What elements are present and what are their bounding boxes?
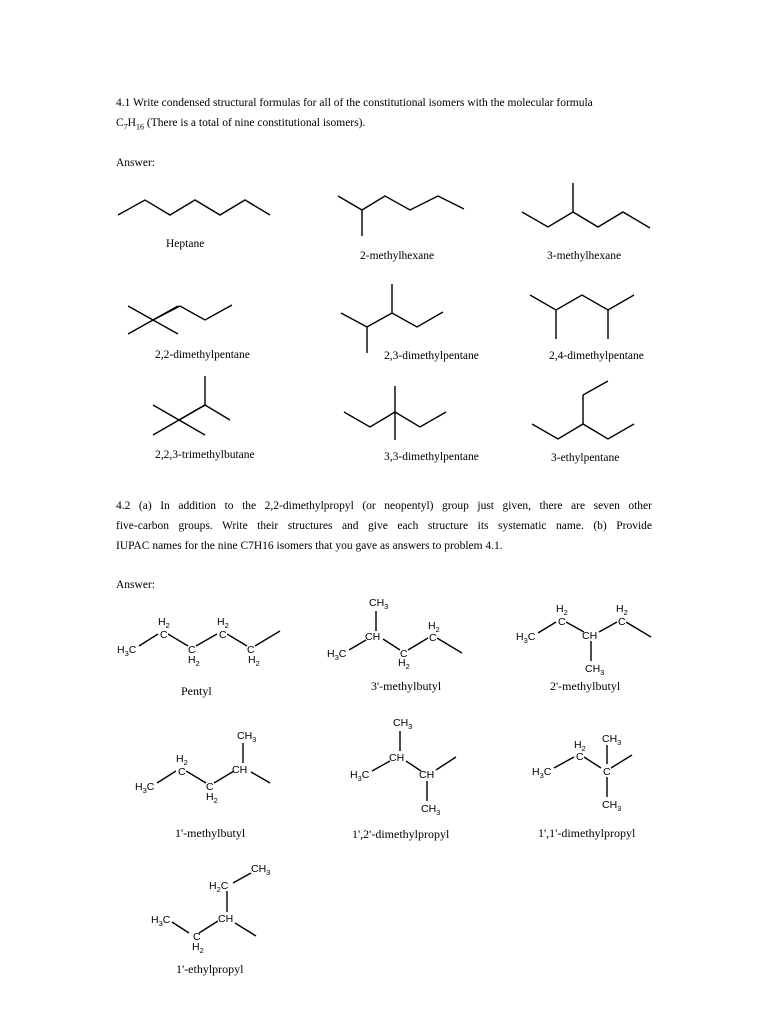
svg-text:C: C bbox=[558, 616, 566, 628]
svg-text:H2: $H_2$ bbox=[158, 616, 170, 630]
isomer-label-24-dimethylpentane: 2,4-dimethylpentane bbox=[549, 350, 644, 362]
q42-text-line3: IUPAC names for the nine C7H16 isomers that you gave as answers to problem 4.1. bbox=[116, 540, 503, 552]
svg-text:C: C bbox=[219, 629, 227, 641]
q41-text-line1: 4.1 Write condensed structural formulas for all of the constitutional isomers with the molecular formula bbox=[116, 97, 593, 109]
svg-text:H2: $H_2$ bbox=[217, 616, 229, 630]
12-dimethylpropyl-structure bbox=[350, 717, 456, 817]
1-methylbutyl-structure bbox=[135, 730, 270, 805]
svg-text:CH3: $CH_3$ bbox=[602, 733, 622, 747]
svg-text:CH3: $CH_3$ bbox=[585, 663, 605, 677]
isomer-label-33-dimethylpentane: 3,3-dimethylpentane bbox=[384, 451, 479, 463]
svg-text:H3C: $H_3C$ bbox=[151, 914, 171, 928]
svg-text:CH3: $CH_3$ bbox=[393, 717, 413, 731]
q41-answer-label: Answer: bbox=[116, 157, 155, 169]
group-label-3-methylbutyl: 3'-methylbutyl bbox=[371, 679, 442, 693]
svg-text:C: C bbox=[188, 644, 196, 656]
11-dimethylpropyl-structure bbox=[532, 733, 632, 813]
svg-text:C: C bbox=[400, 648, 408, 660]
svg-text:C: C bbox=[576, 751, 584, 763]
svg-text:H3C: $H_3C$ bbox=[117, 644, 137, 658]
isomer-label-223-trimethylbutane: 2,2,3-trimethylbutane bbox=[155, 449, 255, 461]
svg-text:H2: $H_2$ bbox=[398, 657, 410, 671]
isomer-label-23-dimethylpentane: 2,3-dimethylpentane bbox=[384, 350, 479, 362]
group-label-2-methylbutyl: 2'-methylbutyl bbox=[550, 679, 621, 693]
svg-text:CH3: $CH_3$ bbox=[602, 799, 622, 813]
svg-text:CH: CH bbox=[419, 769, 435, 781]
svg-text:H2: $H_2$ bbox=[428, 620, 440, 634]
svg-text:CH: CH bbox=[389, 752, 405, 764]
svg-text:CH3: $CH_3$ bbox=[237, 730, 257, 744]
svg-text:CH3: $CH_3$ bbox=[369, 597, 389, 611]
q42-text-line2: five-carbon groups. Write their structures and give each structure its systematic name. (b) Provide bbox=[116, 520, 652, 532]
q42-answer-label: Answer: bbox=[116, 579, 155, 591]
svg-text:CH: CH bbox=[365, 631, 381, 643]
isomer-label-heptane: Heptane bbox=[166, 238, 205, 250]
svg-text:CH: CH bbox=[582, 630, 598, 642]
svg-text:H2C: $H_2C$ bbox=[209, 880, 229, 894]
svg-text:H2: $H_2$ bbox=[192, 941, 204, 955]
svg-text:H3C: $H_3C$ bbox=[532, 766, 552, 780]
group-label-11-dimethylpropyl: 1',1'-dimethylpropyl bbox=[538, 826, 636, 840]
q42-text-line1: 4.2 (a) In addition to the 2,2-dimethylpropyl (or neopentyl) group just given, there are seven other bbox=[116, 500, 652, 512]
3-methylbutyl-structure bbox=[327, 597, 462, 671]
isomer-label-2-methylhexane: 2-methylhexane bbox=[360, 250, 435, 262]
svg-text:H3C: $H_3C$ bbox=[135, 781, 155, 795]
svg-text:H2: $H_2$ bbox=[176, 753, 188, 767]
2-methylbutyl-structure bbox=[516, 603, 651, 677]
svg-text:H2: $H_2$ bbox=[574, 739, 586, 753]
svg-text:H2: $H_2$ bbox=[556, 603, 568, 617]
svg-text:CH: CH bbox=[232, 764, 248, 776]
svg-text:H2: $H_2$ bbox=[188, 654, 200, 668]
isomer-label-22-dimethylpentane: 2,2-dimethylpentane bbox=[155, 349, 250, 361]
svg-text:H3C: $H_3C$ bbox=[327, 648, 347, 662]
q41-text-line2: $C_7H_{16}$ (There is a total of nine constitutional isomers). bbox=[116, 117, 366, 132]
group-label-1-methylbutyl: 1'-methylbutyl bbox=[175, 826, 246, 840]
svg-text:H2: $H_2$ bbox=[206, 791, 218, 805]
1-ethylpropyl-structure bbox=[151, 863, 270, 955]
svg-text:C: C bbox=[429, 632, 437, 644]
svg-text:H3C: $H_3C$ bbox=[350, 769, 370, 783]
svg-text:C: C bbox=[618, 616, 626, 628]
svg-text:C: C bbox=[193, 931, 201, 943]
isomer-label-3-methylhexane: 3-methylhexane bbox=[547, 250, 622, 262]
group-label-1-ethylpropyl: 1'-ethylpropyl bbox=[176, 962, 244, 976]
pentyl-structure bbox=[117, 616, 280, 668]
group-label-pentyl: Pentyl bbox=[181, 684, 212, 698]
svg-text:C: C bbox=[603, 766, 611, 778]
svg-text:C: C bbox=[206, 781, 214, 793]
svg-text:H3C: $H_3C$ bbox=[516, 631, 536, 645]
svg-text:CH: CH bbox=[218, 913, 234, 925]
svg-text:C: C bbox=[178, 766, 186, 778]
svg-text:C: C bbox=[160, 629, 168, 641]
svg-text:CH3: $CH_3$ bbox=[251, 863, 271, 877]
group-label-12-dimethylpropyl: 1',2'-dimethylpropyl bbox=[352, 827, 450, 841]
svg-text:C: C bbox=[247, 644, 255, 656]
svg-text:H2: $H_2$ bbox=[248, 654, 260, 668]
svg-text:CH3: $CH_3$ bbox=[421, 803, 441, 817]
svg-text:H2: $H_2$ bbox=[616, 603, 628, 617]
isomer-label-3-ethylpentane: 3-ethylpentane bbox=[551, 452, 620, 464]
